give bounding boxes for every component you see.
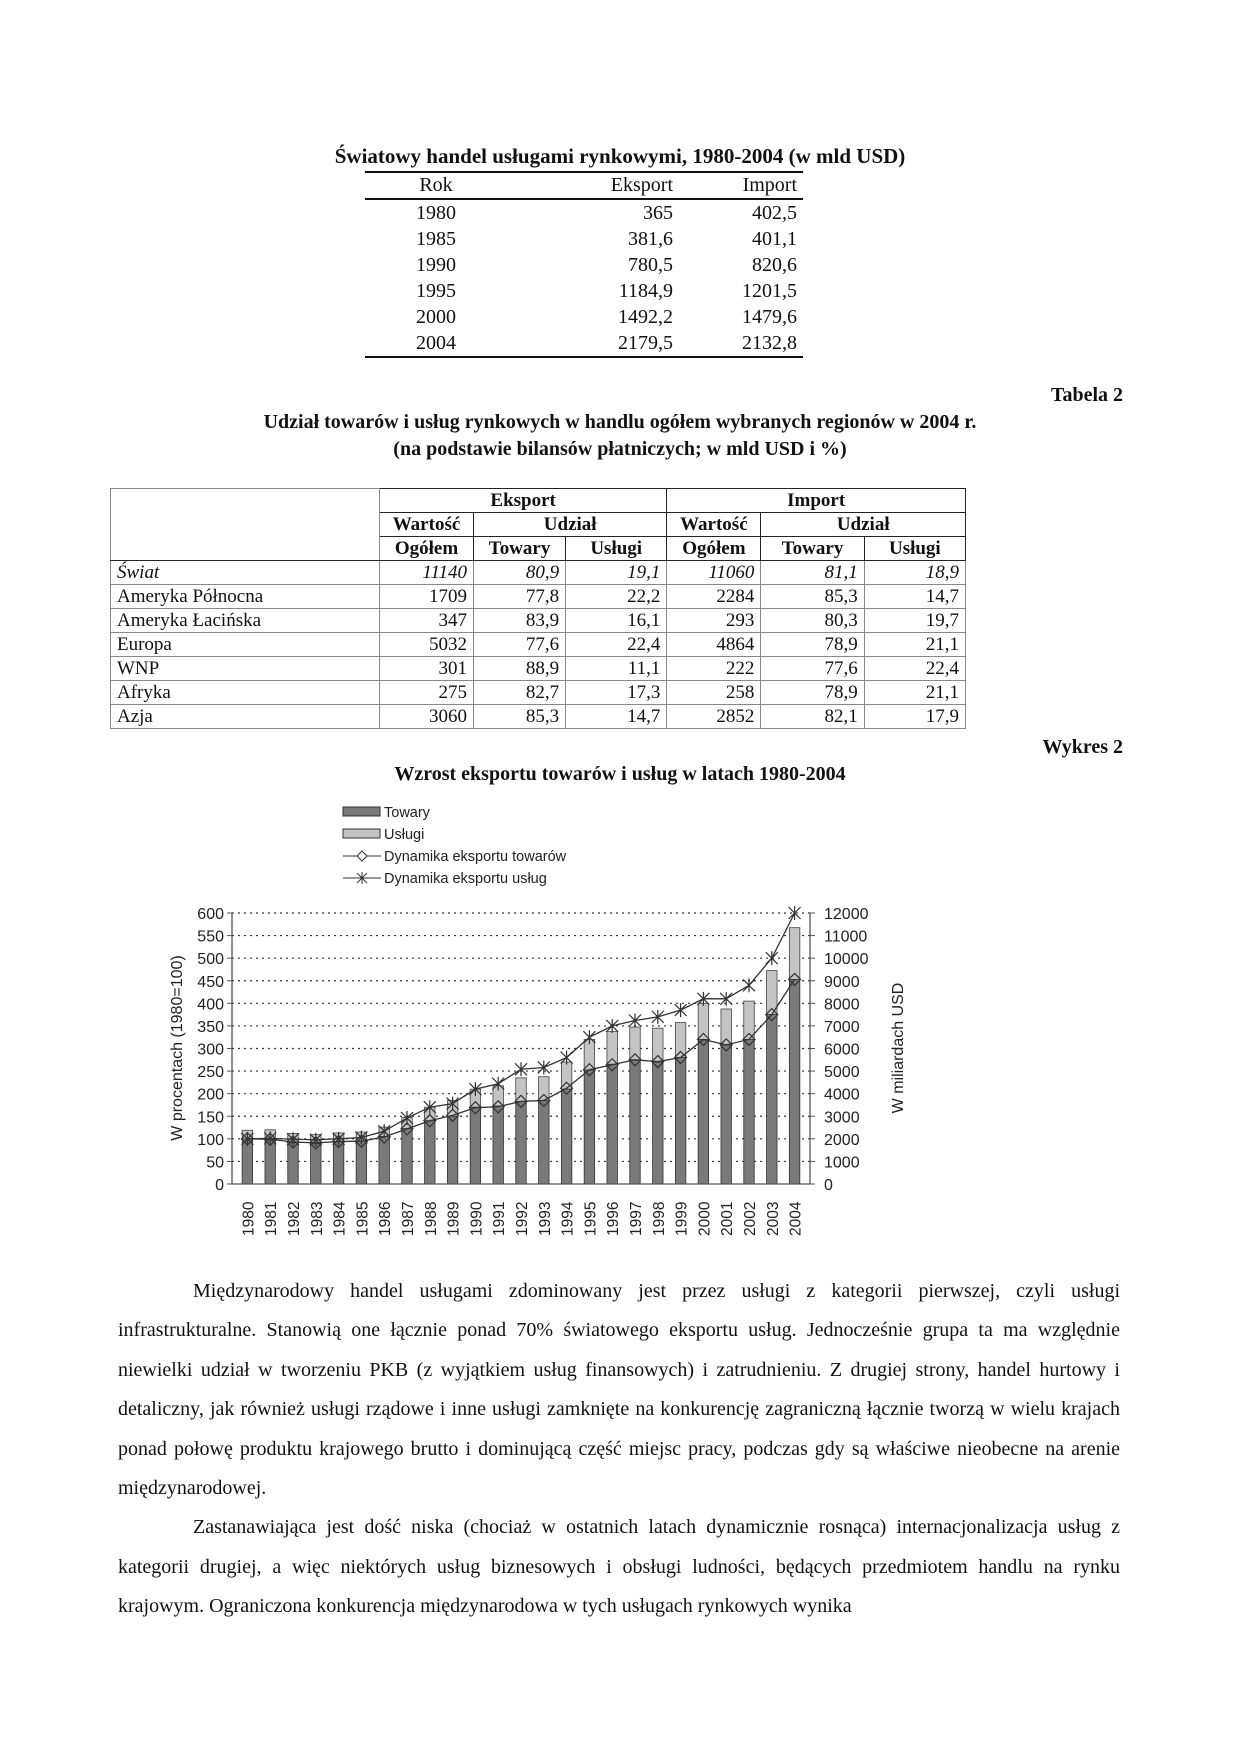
table1-cell-eksport: 1184,9 (618, 279, 673, 302)
table2-cell-value: 11060 (667, 561, 761, 585)
x-tick-label: 1992 (514, 1201, 531, 1236)
table2-cell-value: 3060 (379, 705, 473, 729)
table1-cell-eksport: 2179,5 (507, 330, 679, 357)
table2-cell-value: 22,4 (566, 633, 667, 657)
table2-header-import: Import (667, 489, 966, 513)
x-tick-label: 1984 (331, 1201, 349, 1236)
y-tick-label-left: 450 (197, 973, 224, 991)
bar-towary (311, 1144, 321, 1184)
y-tick-label-right: 5000 (824, 1064, 860, 1082)
table1-cell-eksport: 780,5 (628, 253, 673, 276)
table1-cell-rok: 2000 (416, 305, 456, 328)
table2-cell-value: 11140 (379, 561, 473, 585)
x-tick-label: 2001 (719, 1201, 737, 1236)
table2-header-ogolem-eksport: Ogółem (379, 537, 473, 561)
y-tick-label-left: 550 (197, 928, 224, 946)
export-growth-chart (0, 790, 1240, 1260)
x-tick-label: 1988 (422, 1201, 440, 1236)
bar-towary (539, 1100, 549, 1184)
x-tick-label: 1997 (628, 1201, 645, 1236)
x-tick-label: 1982 (286, 1201, 303, 1236)
table2-row (111, 681, 966, 705)
table1-header-rok: Rok (365, 172, 507, 199)
table2-cell-region: Ameryka Północna (111, 585, 380, 609)
table2-cell-value: 85,3 (474, 705, 566, 729)
legend-swatch-uslugi (343, 829, 380, 838)
table2-header-udzial-eksport: Udział (474, 513, 667, 537)
legend-label: Dynamika eksportu towarów (384, 849, 567, 865)
table1-header-eksport: Eksport (507, 172, 679, 199)
table2-row (111, 633, 966, 657)
table2-cell-value: 14,7 (864, 585, 965, 609)
y-tick-label-left: 50 (206, 1154, 224, 1172)
y-tick-label-left: 300 (197, 1041, 224, 1059)
table1-row (365, 278, 803, 304)
x-tick-label: 1986 (377, 1201, 395, 1236)
table2-cell-value: 82,1 (761, 705, 864, 729)
table2-corner-cell (111, 489, 380, 561)
table2-cell-value: 293 (667, 609, 761, 633)
x-tick-label: 1981 (263, 1201, 281, 1236)
table2-cell-value: 80,3 (761, 609, 864, 633)
table2-header-wartosc-eksport: Wartość (379, 513, 473, 537)
table1-row (365, 226, 803, 252)
y-tick-label-left: 600 (197, 906, 224, 923)
table1-row (365, 330, 803, 357)
x-tick-label: 1993 (536, 1201, 554, 1236)
table2-cell-value: 14,7 (566, 705, 667, 729)
x-tick-label: 2002 (742, 1201, 759, 1236)
y-tick-label-right: 1000 (824, 1154, 860, 1172)
table2-group-header-row (111, 489, 966, 513)
table2-row (111, 609, 966, 633)
y-tick-label-right: 0 (824, 1177, 833, 1194)
table1-row (365, 252, 803, 278)
bar-towary (584, 1070, 594, 1184)
y-axis-label-left: W procentach (1980=100) (169, 955, 186, 1141)
table1-row (365, 199, 803, 226)
y-tick-label-right: 12000 (824, 906, 869, 923)
y-tick-label-left: 200 (197, 1086, 224, 1104)
bar-uslugi (789, 928, 799, 980)
bar-towary (288, 1143, 298, 1184)
legend-label: Usługi (384, 827, 425, 843)
bar-towary (630, 1060, 640, 1184)
legend-swatch-towary (343, 807, 380, 816)
table2-title: Udział towarów i usług rynkowych w handlu ogółem wybranych regionów w 2004 r. (263, 411, 977, 433)
table2-cell-value: 2284 (667, 585, 761, 609)
table2-cell-value: 19,1 (566, 561, 667, 585)
y-tick-label-right: 9000 (824, 973, 860, 991)
table2-cell-value: 22,4 (864, 657, 965, 681)
bar-towary (447, 1116, 457, 1184)
y-tick-label-right: 3000 (824, 1109, 860, 1127)
y-tick-label-right: 4000 (824, 1086, 860, 1104)
x-tick-label: 1985 (354, 1201, 372, 1236)
x-tick-label: 1983 (308, 1201, 326, 1236)
x-tick-label: 2003 (764, 1201, 782, 1236)
table2-cell-value: 83,9 (474, 609, 566, 633)
bar-towary (675, 1058, 685, 1184)
table2-row (111, 657, 966, 681)
body-text (118, 1272, 1120, 1627)
x-tick-label: 2000 (696, 1201, 714, 1236)
table1-cell-rok: 1980 (416, 201, 456, 224)
table2-cell-value: 82,7 (474, 681, 566, 705)
table1-cell-rok: 2004 (365, 330, 507, 357)
x-tick-label: 1980 (240, 1201, 258, 1236)
table1-cell-eksport: 365 (643, 201, 673, 224)
y-tick-label-left: 500 (197, 951, 224, 969)
table2 (110, 488, 966, 729)
paragraph: Zastanawiająca jest dość niska (chociaż w ostatnich latach dynamicznie rosnąca) internacjonalizacja usług z kategorii drugiej, a więc niektórych usług biznesowych i obsługi ludności, będących przedmiotem handlu na rynku krajowym. Ograniczona konkurencja międzynarodowa w tych usługach rynkowych wynika (118, 1516, 1120, 1618)
bar-towary (789, 980, 799, 1184)
table2-cell-value: 81,1 (761, 561, 864, 585)
paragraph: Międzynarodowy handel usługami zdominowany jest przez usługi z kategorii pierwszej, czyli usługi infrastrukturalne. Stanowią one łącznie ponad 70% światowego eksportu usług. Jednocześnie grupa ta ma względnie niewielki udział w tworzeniu PKB (z wyjątkiem usług finansowych) i zatrudnieniu. Z drugiej strony, handel hurtowy i detaliczny, jak również usługi rządowe i inne usługi zamknięte na konkurencję zagraniczną łącznie tworzą w wielu krajach ponad połowę produktu krajowego brutto i dominującą część miejsc pracy, podczas gdy są właściwe nieobecne na arenie międzynarodowej. (118, 1280, 1120, 1500)
bar-towary (425, 1121, 435, 1184)
table2-cell-region: Afryka (111, 681, 380, 705)
x-tick-label: 1987 (400, 1201, 417, 1236)
table2-cell-region: Europa (111, 633, 380, 657)
table1-header-import: Import (679, 172, 803, 199)
y-tick-label-left: 100 (197, 1131, 224, 1149)
table2-cell-value: 78,9 (761, 633, 864, 657)
x-tick-label: 1990 (468, 1201, 486, 1236)
table1-cell-import: 401,1 (752, 227, 797, 250)
table1 (365, 171, 803, 358)
table1-cell-rok: 1990 (416, 253, 456, 276)
table2-cell-value: 5032 (379, 633, 473, 657)
y-tick-label-right: 6000 (824, 1041, 860, 1059)
table2-cell-value: 17,3 (566, 681, 667, 705)
y-tick-label-left: 150 (197, 1109, 224, 1127)
y-tick-label-right: 8000 (824, 996, 860, 1014)
table1-cell-eksport: 1492,2 (618, 305, 673, 328)
bar-uslugi (630, 1027, 640, 1060)
table2-cell-value: 18,9 (864, 561, 965, 585)
bar-towary (744, 1039, 754, 1184)
table1-title: Światowy handel usługami rynkowymi, 1980-2004 (w mld USD) (334, 144, 906, 168)
y-tick-label-right: 11000 (824, 928, 868, 946)
table2-cell-value: 11,1 (566, 657, 667, 681)
table2-header-eksport: Eksport (379, 489, 666, 513)
chart-legend (343, 805, 567, 887)
table1-cell-import: 1479,6 (742, 305, 797, 328)
table2-cell-region: WNP (111, 657, 380, 681)
bar-towary (653, 1062, 663, 1184)
x-tick-label: 1999 (673, 1201, 691, 1236)
bar-towary (561, 1089, 571, 1184)
table1-cell-import: 820,6 (752, 253, 797, 276)
chart-title: Wzrost eksportu towarów i usług w latach 1980-2004 (394, 763, 846, 785)
bar-towary (402, 1129, 412, 1184)
table1-cell-rok: 1985 (416, 227, 456, 250)
table2-cell-value: 85,3 (761, 585, 864, 609)
bar-towary (698, 1039, 708, 1184)
x-tick-label: 1989 (445, 1201, 463, 1236)
table2-cell-region: Azja (111, 705, 380, 729)
x-tick-label: 1994 (559, 1201, 577, 1236)
table2-cell-value: 78,9 (761, 681, 864, 705)
bar-towary (767, 1015, 777, 1184)
bar-towary (721, 1045, 731, 1184)
y-axis-label-right: W miliardach USD (890, 982, 907, 1114)
y-tick-label-right: 7000 (824, 1018, 860, 1036)
table2-cell-value: 77,6 (761, 657, 864, 681)
chart-label: Wykres 2 (1042, 736, 1123, 758)
table2-header-udzial-import: Udział (761, 513, 966, 537)
table2-cell-region: Ameryka Łacińska (111, 609, 380, 633)
bar-towary (470, 1107, 480, 1184)
table1-row (365, 304, 803, 330)
table1-cell-eksport: 381,6 (628, 227, 673, 250)
bar-uslugi (539, 1077, 549, 1101)
table2-subtitle: (na podstawie bilansów płatniczych; w mld USD i %) (393, 438, 847, 460)
table2-cell-value: 88,9 (474, 657, 566, 681)
legend-label: Towary (384, 805, 430, 821)
table2-label: Tabela 2 (1050, 384, 1123, 406)
bar-towary (493, 1106, 503, 1184)
table2-cell-value: 275 (379, 681, 473, 705)
table2-cell-value: 77,8 (474, 585, 566, 609)
table2-cell-value: 22,2 (566, 585, 667, 609)
diamond-marker-icon (357, 851, 367, 861)
y-tick-label-left: 350 (197, 1018, 224, 1036)
table2-header-towary-import: Towary (761, 537, 864, 561)
x-tick-label: 1995 (582, 1201, 600, 1236)
table2-cell-value: 80,9 (474, 561, 566, 585)
legend-label: Dynamika eksportu usług (384, 871, 547, 887)
y-tick-label-right: 10000 (824, 951, 869, 969)
table2-cell-value: 301 (379, 657, 473, 681)
table2-cell-value: 21,1 (864, 681, 965, 705)
table2-cell-value: 21,1 (864, 633, 965, 657)
table2-row (111, 705, 966, 729)
table2-cell-value: 77,6 (474, 633, 566, 657)
table2-cell-region: Świat (111, 561, 380, 585)
table1-cell-rok: 1995 (416, 279, 456, 302)
table1-cell-import: 402,5 (752, 201, 797, 224)
y-tick-label-right: 2000 (824, 1131, 860, 1149)
table2-cell-value: 16,1 (566, 609, 667, 633)
table2-header-ogolem-import: Ogółem (667, 537, 761, 561)
table2-header-wartosc-import: Wartość (667, 513, 761, 537)
bar-uslugi (516, 1078, 526, 1102)
y-tick-label-left: 250 (197, 1064, 224, 1082)
x-tick-label: 1998 (650, 1201, 668, 1236)
bar-uslugi (653, 1028, 663, 1062)
bar-towary (516, 1102, 526, 1184)
table2-cell-value: 2852 (667, 705, 761, 729)
table2-cell-value: 4864 (667, 633, 761, 657)
table2-header-uslugi-eksport: Usługi (566, 537, 667, 561)
table1-cell-import: 1201,5 (742, 279, 797, 302)
bar-towary (607, 1064, 617, 1184)
table1-cell-import: 2132,8 (679, 330, 803, 357)
table2-cell-value: 17,9 (864, 705, 965, 729)
y-tick-label-left: 0 (215, 1177, 224, 1194)
table2-cell-value: 347 (379, 609, 473, 633)
x-tick-label: 1996 (605, 1201, 623, 1236)
y-tick-label-left: 400 (197, 996, 224, 1014)
table2-row (111, 585, 966, 609)
table2-cell-value: 258 (667, 681, 761, 705)
table2-header-towary-eksport: Towary (474, 537, 566, 561)
x-tick-label: 1991 (491, 1201, 509, 1236)
table2-cell-value: 222 (667, 657, 761, 681)
table2-cell-value: 1709 (379, 585, 473, 609)
table2-row (111, 561, 966, 585)
chart-bars (242, 928, 800, 1184)
x-tick-label: 2004 (787, 1201, 805, 1236)
table2-cell-value: 19,7 (864, 609, 965, 633)
table2-header-uslugi-import: Usługi (864, 537, 965, 561)
table1-header-row (365, 172, 803, 199)
